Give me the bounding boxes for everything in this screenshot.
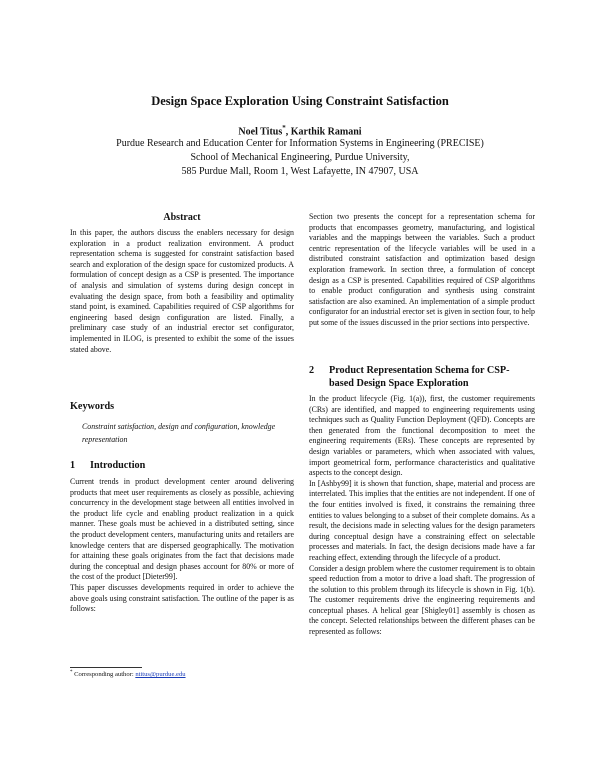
section-number: 1 bbox=[70, 460, 76, 471]
author-name: Karthik Ramani bbox=[290, 126, 362, 138]
keywords-text: Constraint satisfaction, design and configuration, knowledge representation bbox=[82, 422, 276, 444]
affiliation-line: Purdue Research and Education Center for Information Systems in Engineering (PRECISE) bbox=[116, 138, 484, 149]
abstract-text: In this paper, the authors discuss the enablers necessary for design exploration in a product realization environment. A product representation schema is suggested for constraint satisfaction based search and exploration of the design space for customized products. A formulation of concept design as a CSP is presented. The importance of analysis and simulation of systems during design concept in evaluating the design space, from both a feasibility and optimality stand point, is examined. Capabilities required of CSP algorithms for engineering based design configuration are listed. Finally, a preliminary case study of an industrial erector set configurator, implemented in ILOG, is presented to exhibit the some of the issues stated above. bbox=[70, 228, 294, 354]
author-email-link[interactable]: ntitus@purdue.edu bbox=[135, 671, 186, 679]
paragraph: This paper discusses developments required in order to achieve the above goals using constraint satisfaction. The outline of the paper is as follows: bbox=[70, 582, 294, 614]
section-number: 2 bbox=[309, 365, 315, 376]
abstract-heading: Abstract bbox=[163, 212, 201, 223]
paragraph: In [Ashby99] it is shown that function, shape, material and process are interrelated. This implies that the entities are not independent. If one of the four entities involved is fixed, it constrains the remaining three entities to values belonging to a subset of their complete domains. As a result, the decisions made in selecting values for the design parameters during conceptual design have a constraining effect on selectable processes and materials. In fact, the design decisions made have a far reaching effect, extending through the lifecycle of a product. bbox=[309, 478, 535, 562]
footnote-mark: * bbox=[70, 670, 73, 675]
author-name: Noel Titus bbox=[238, 126, 283, 138]
section-heading-product-representation bbox=[309, 364, 541, 390]
paragraph: Consider a design problem where the customer requirement is to obtain speed reduction from a motor to drive a load shaft. The progression of the solution to this problem through its lifecycle is shown in Fig. 1(b). The customer requirements drive the engineering requirements and conceptual phases. A helical gear [Shigley01] assembly is chosen as the concept. Selected relationships between the different phases can be represented as follows: bbox=[309, 563, 535, 637]
paragraph: In the product lifecycle (Fig. 1(a)), first, the customer requirements (CRs) are identified, and mapped to engineering requirements using techniques such as Quality Function Deployment (QFD). Concepts are then generated from the functional decomposition to meet the engineering requirements (ERs). These concepts are represented by design variables or parameters, which when associated with values, import geometrical form, performance characteristics and qualitative aspects to the concept design. bbox=[309, 394, 535, 478]
footnote-label: Corresponding author: bbox=[74, 671, 136, 679]
footnote bbox=[70, 670, 186, 678]
section-title: Introduction bbox=[90, 460, 146, 471]
corresponding-mark: * bbox=[282, 124, 286, 132]
paper-title: Design Space Exploration Using Constraint Satisfaction bbox=[151, 94, 449, 108]
affiliation-line: School of Mechanical Engineering, Purdue University, bbox=[190, 152, 410, 163]
section-2-body bbox=[309, 394, 535, 638]
paragraph: Current trends in product development center around delivering products that meet user requirements as closely as possible, achieving concurrency in the development stage between all entities involved in the product life cycle and enabling product realization in a quick manner. These goals must be achieved in a distributed setting, since the product development centers, manufacturing units and retailers are knowledge centers that are dispersed geographically. The motivation for attaining these goals originates from the fact that decisions made during the conceptual and design phases account for 80% or more of the cost of the product [Dieter99]. bbox=[70, 477, 294, 582]
section-title: Product Representation Schema for CSP- bbox=[329, 365, 510, 376]
footnote-divider bbox=[70, 667, 142, 668]
section-title-continued: based Design Space Exploration bbox=[329, 378, 469, 389]
introduction-body bbox=[70, 477, 294, 615]
keywords-heading: Keywords bbox=[70, 401, 115, 412]
outline-body bbox=[309, 212, 535, 329]
affiliation-line: 585 Purdue Mall, Room 1, West Lafayette, IN 47907, USA bbox=[181, 166, 419, 177]
affiliation bbox=[0, 137, 600, 179]
section-heading-introduction bbox=[70, 459, 145, 472]
paragraph: Section two presents the concept for a representation schema for products that encompasses geometry, manufacturing, and logistical variables and the mappings between the variables. Such a product centric representation of the lifecycle variables will be used in a distributed constraint satisfaction and optimization based design exploration framework. In section three, a formulation of concept design as a CSP is presented. Capabilities required of CSP algorithms to enable product configuration and synthesis using constraint satisfaction are also examined. An implementation of a simple product configurator for an industrial erector set is given in section four, to help put some of the issues discussed in the prior sections into perspective. bbox=[309, 212, 535, 327]
abstract-body bbox=[70, 228, 294, 355]
author-line bbox=[0, 124, 600, 137]
author-separator: , bbox=[285, 126, 291, 138]
